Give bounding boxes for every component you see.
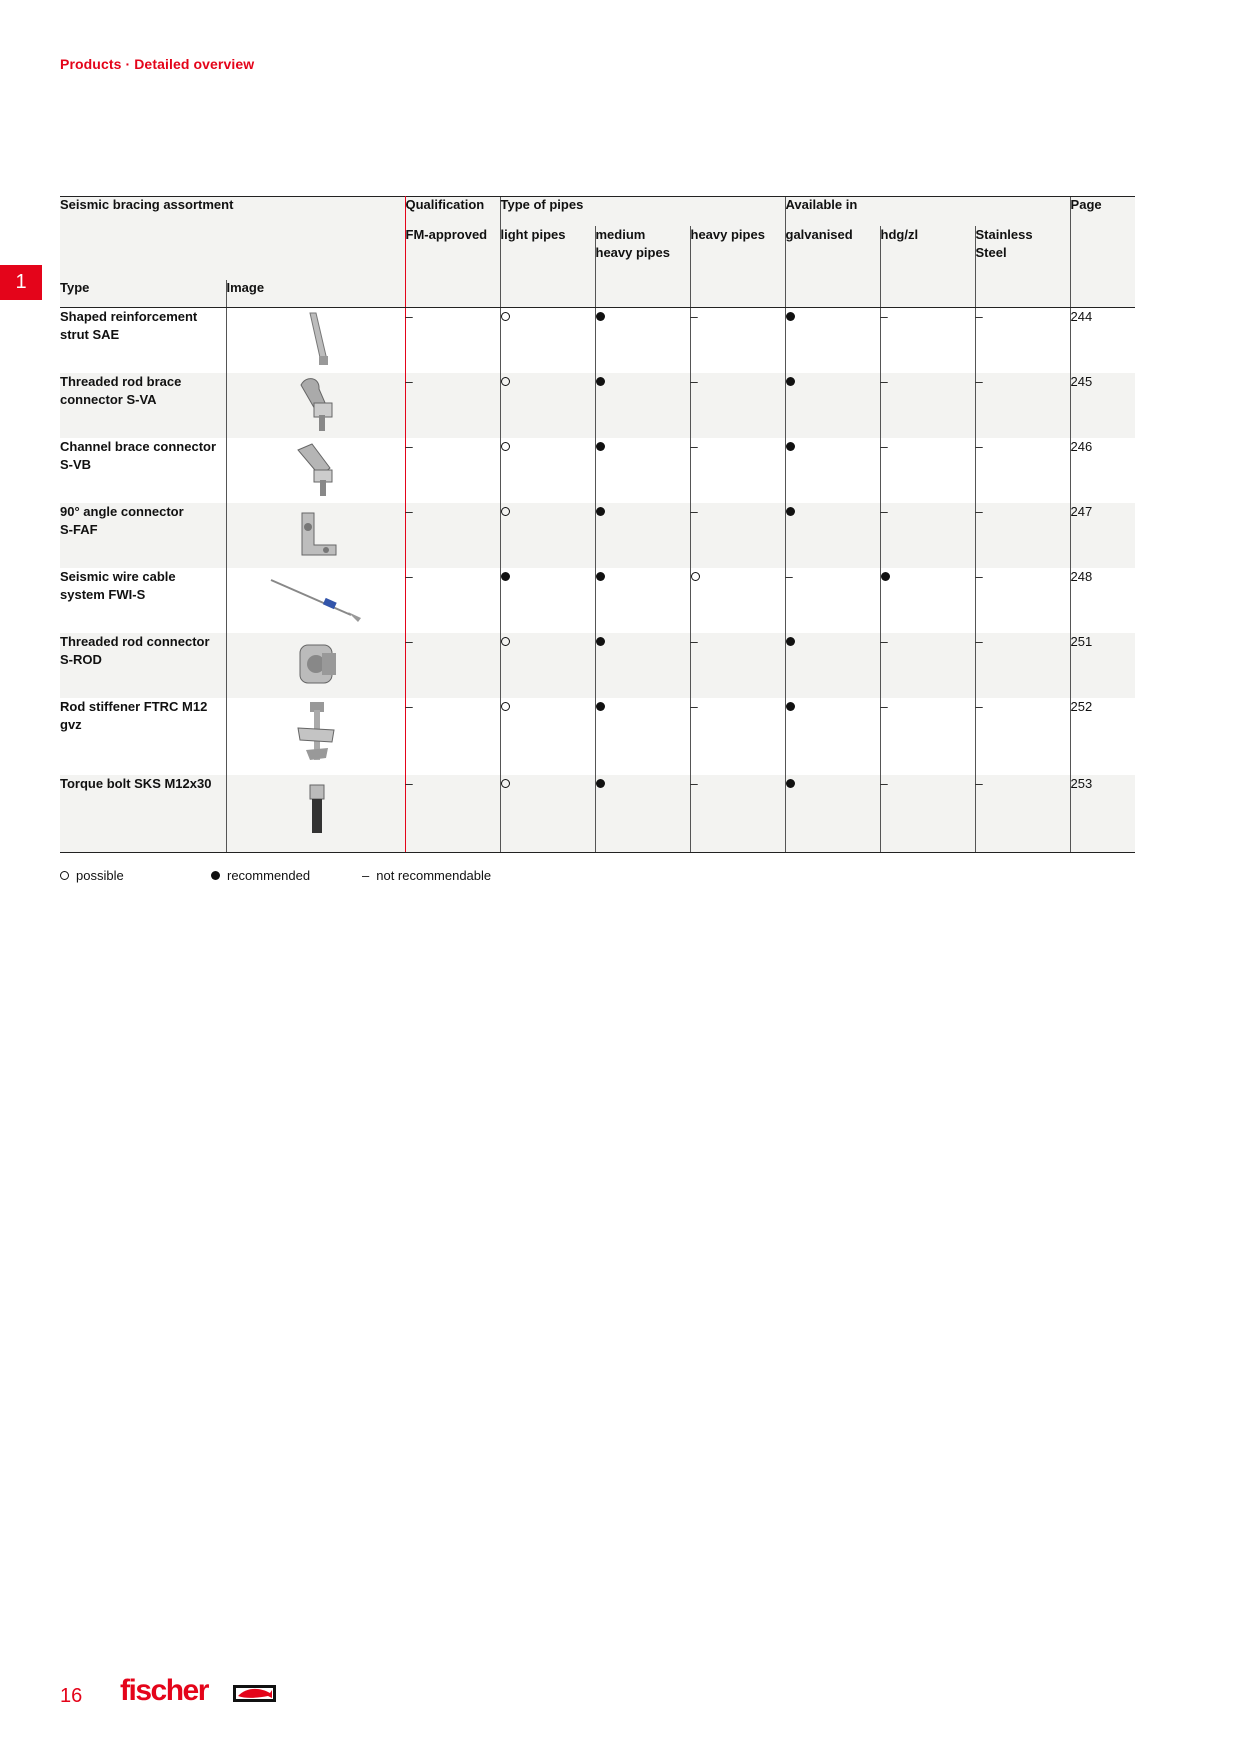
cell-value <box>595 503 690 568</box>
page-ref[interactable]: 252 <box>1070 698 1135 775</box>
table-row <box>60 438 1135 503</box>
possible-circle-icon <box>501 637 510 646</box>
cell-value <box>880 775 975 853</box>
not-recommendable-dash: – <box>690 374 698 389</box>
not-recommendable-dash: – <box>975 504 983 519</box>
cell-value <box>500 438 595 503</box>
cell-value <box>880 633 975 698</box>
cell-value <box>500 308 595 374</box>
recommended-dot-icon <box>596 702 605 711</box>
table-row <box>60 775 1135 853</box>
not-recommendable-dash: – <box>975 309 983 324</box>
cell-value <box>405 503 500 568</box>
legend-possible: possible <box>60 868 211 883</box>
recommended-dot-icon <box>786 442 795 451</box>
cell-value <box>500 775 595 853</box>
not-recommendable-dash: – <box>880 309 888 324</box>
cell-value <box>880 438 975 503</box>
dash-icon: – <box>362 868 370 883</box>
cell-value <box>405 775 500 853</box>
not-recommendable-dash: – <box>405 776 413 791</box>
not-recommendable-dash: – <box>880 439 888 454</box>
cell-value <box>595 373 690 438</box>
cell-value <box>785 568 880 633</box>
channel-brace-connector-image <box>226 438 405 503</box>
not-recommendable-dash: – <box>880 634 888 649</box>
cell-value <box>880 373 975 438</box>
recommended-dot-icon <box>786 702 795 711</box>
table-title: Seismic bracing assortment <box>60 197 405 226</box>
cell-value <box>785 775 880 853</box>
cell-value <box>690 438 785 503</box>
cell-value <box>405 438 500 503</box>
product-type: Channel brace connector S-VB <box>60 439 217 472</box>
product-type: Threaded rod connector S-ROD <box>60 633 226 698</box>
not-recommendable-dash: – <box>405 374 413 389</box>
page-ref[interactable]: 244 <box>1070 308 1135 374</box>
not-recommendable-dash: – <box>690 504 698 519</box>
table-row <box>60 308 1135 374</box>
table-row <box>60 698 1135 775</box>
cell-value <box>785 308 880 374</box>
col-stainless-steel: Stainless Steel <box>975 226 1070 280</box>
col-light-pipes: light pipes <box>500 226 595 280</box>
not-recommendable-dash: – <box>880 776 888 791</box>
possible-circle-icon <box>501 377 510 386</box>
recommended-dot-icon <box>596 377 605 386</box>
possible-circle-icon <box>501 442 510 451</box>
circle-icon <box>60 871 69 880</box>
recommended-dot-icon <box>786 507 795 516</box>
cell-value <box>785 633 880 698</box>
recommended-dot-icon <box>596 637 605 646</box>
cell-value <box>405 373 500 438</box>
cell-value <box>500 503 595 568</box>
chapter-tab[interactable]: 1 <box>0 265 42 300</box>
cell-value <box>595 568 690 633</box>
recommended-dot-icon <box>596 779 605 788</box>
table-row <box>60 568 1135 633</box>
not-recommendable-dash: – <box>405 699 413 714</box>
cell-value <box>500 633 595 698</box>
legend-recommended: recommended <box>211 868 362 883</box>
cell-value <box>405 633 500 698</box>
cell-value <box>975 698 1070 775</box>
cell-value <box>690 698 785 775</box>
cell-value <box>690 568 785 633</box>
col-type: Type <box>60 280 226 308</box>
rod-stiffener-image <box>226 698 405 775</box>
not-recommendable-dash: – <box>975 439 983 454</box>
page-ref[interactable]: 245 <box>1070 373 1135 438</box>
not-recommendable-dash: – <box>690 439 698 454</box>
not-recommendable-dash: – <box>405 504 413 519</box>
cell-value <box>595 698 690 775</box>
cell-value <box>595 775 690 853</box>
cell-value <box>595 633 690 698</box>
cell-value <box>975 775 1070 853</box>
not-recommendable-dash: – <box>975 699 983 714</box>
col-page: Page <box>1070 197 1135 226</box>
possible-circle-icon <box>501 779 510 788</box>
not-recommendable-dash: – <box>405 634 413 649</box>
not-recommendable-dash: – <box>690 699 698 714</box>
recommended-dot-icon <box>786 779 795 788</box>
cell-value <box>975 373 1070 438</box>
page-ref[interactable]: 246 <box>1070 438 1135 503</box>
col-heavy-pipes: heavy pipes <box>690 226 785 280</box>
cell-value <box>975 503 1070 568</box>
not-recommendable-dash: – <box>785 569 793 584</box>
product-type: 90° angle connector S-FAF <box>60 503 226 568</box>
cell-value <box>690 633 785 698</box>
cell-value <box>595 438 690 503</box>
product-type: Torque bolt SKS M12x30 <box>60 775 226 853</box>
product-type: Seismic wire cable system FWI-S <box>60 569 176 602</box>
cell-value <box>690 503 785 568</box>
reinforcement-strut-image <box>226 308 405 374</box>
fischer-logo <box>120 1673 280 1714</box>
page-ref[interactable]: 247 <box>1070 503 1135 568</box>
recommended-dot-icon <box>596 442 605 451</box>
recommended-dot-icon <box>501 572 510 581</box>
cell-value <box>880 568 975 633</box>
product-type: Shaped reinforcement strut SAE <box>60 309 198 342</box>
recommended-dot-icon <box>786 637 795 646</box>
possible-circle-icon <box>501 507 510 516</box>
product-type: Rod stiffener FTRC M12 gvz <box>60 699 208 732</box>
cell-value <box>500 373 595 438</box>
recommended-dot-icon <box>596 572 605 581</box>
rod-brace-connector-image <box>226 373 405 438</box>
col-fm-approved: FM-approved <box>405 226 500 280</box>
recommended-dot-icon <box>786 312 795 321</box>
table-row <box>60 633 1135 698</box>
legend <box>60 868 491 883</box>
wire-cable-image <box>226 568 405 633</box>
torque-bolt-image <box>226 775 405 853</box>
possible-circle-icon <box>691 572 700 581</box>
cell-value <box>785 698 880 775</box>
cell-value <box>975 633 1070 698</box>
col-medium-heavy-pipes: medium heavy pipes <box>595 226 690 280</box>
cell-value <box>975 438 1070 503</box>
not-recommendable-dash: – <box>405 569 413 584</box>
not-recommendable-dash: – <box>975 634 983 649</box>
col-galvanised: galvanised <box>785 226 880 280</box>
cell-value <box>785 503 880 568</box>
not-recommendable-dash: – <box>690 634 698 649</box>
col-image: Image <box>226 280 405 308</box>
not-recommendable-dash: – <box>405 439 413 454</box>
page-ref[interactable]: 253 <box>1070 775 1135 853</box>
not-recommendable-dash: – <box>880 699 888 714</box>
possible-circle-icon <box>501 702 510 711</box>
rod-connector-image <box>226 633 405 698</box>
page-ref[interactable]: 248 <box>1070 568 1135 633</box>
cell-value <box>975 308 1070 374</box>
recommended-dot-icon <box>881 572 890 581</box>
page-ref[interactable]: 251 <box>1070 633 1135 698</box>
recommended-dot-icon <box>596 507 605 516</box>
dot-icon <box>211 871 220 880</box>
not-recommendable-dash: – <box>690 776 698 791</box>
table-row <box>60 503 1135 568</box>
seismic-bracing-table <box>60 196 1135 853</box>
table-row <box>60 373 1135 438</box>
angle-connector-image <box>226 503 405 568</box>
recommended-dot-icon <box>786 377 795 386</box>
not-recommendable-dash: – <box>975 374 983 389</box>
possible-circle-icon <box>501 312 510 321</box>
col-hdg-zl: hdg/zl <box>880 226 975 280</box>
cell-value <box>785 438 880 503</box>
cell-value <box>690 373 785 438</box>
recommended-dot-icon <box>596 312 605 321</box>
col-type-of-pipes: Type of pipes <box>500 197 785 226</box>
cell-value <box>405 308 500 374</box>
not-recommendable-dash: – <box>690 309 698 324</box>
cell-value <box>405 698 500 775</box>
not-recommendable-dash: – <box>880 504 888 519</box>
page-number: 16 <box>60 1685 83 1707</box>
not-recommendable-dash: – <box>405 309 413 324</box>
cell-value <box>500 698 595 775</box>
cell-value <box>405 568 500 633</box>
svg-text:fischer: fischer <box>120 1674 208 1707</box>
cell-value <box>880 503 975 568</box>
legend-not-recommendable: – not recommendable <box>362 868 492 883</box>
cell-value <box>500 568 595 633</box>
cell-value <box>880 698 975 775</box>
cell-value <box>595 308 690 374</box>
not-recommendable-dash: – <box>975 569 983 584</box>
col-available-in: Available in <box>785 197 1070 226</box>
cell-value <box>785 373 880 438</box>
breadcrumb: Products · Detailed overview <box>60 56 255 72</box>
cell-value <box>975 568 1070 633</box>
cell-value <box>880 308 975 374</box>
product-type: Threaded rod brace connector S-VA <box>60 373 226 438</box>
col-qualification: Qualification <box>405 197 500 226</box>
cell-value <box>690 775 785 853</box>
not-recommendable-dash: – <box>975 776 983 791</box>
cell-value <box>690 308 785 374</box>
not-recommendable-dash: – <box>880 374 888 389</box>
